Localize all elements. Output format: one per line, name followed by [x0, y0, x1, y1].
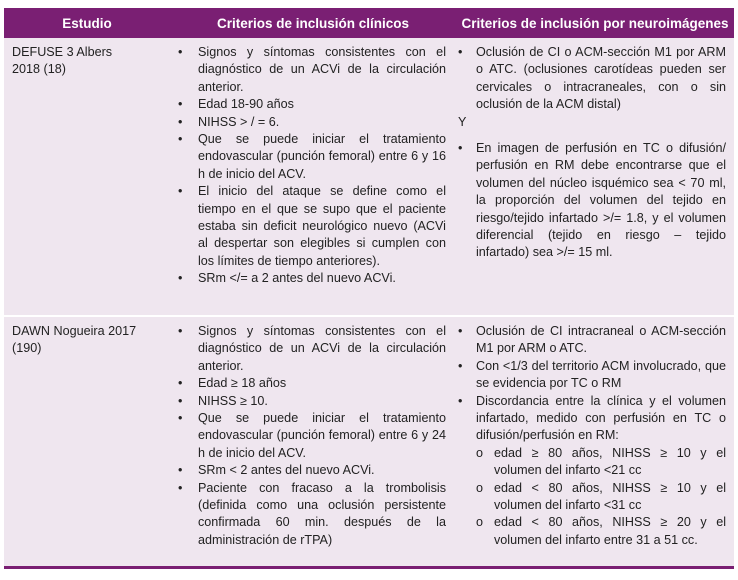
- clinical-criteria-cell: [170, 317, 456, 566]
- sub-list-item: o edad < 80 años, NIHSS ≥ 10 y el volumen del infarto <31 cc: [476, 480, 726, 513]
- list-item: • Que se puede iniciar el tratamiento endovascular (punción femoral) entre 6 y 24 h de inicio del ACV.: [178, 411, 446, 460]
- list-item: • Discordancia entre la clínica y el volumen infartado, medido con perfusión en TC o difusión/perfusión en RM:: [458, 393, 726, 443]
- list-item: • Que se puede iniciar el tratamiento endovascular (punción femoral) entre 6 y 16 h de inicio del ACV.: [178, 132, 446, 181]
- imaging-criteria-cell: [456, 317, 734, 566]
- sub-list-item: o edad ≥ 80 años, NIHSS ≥ 10 y el volumen del infarto <21 cc: [476, 445, 726, 478]
- study-reference: (190): [12, 341, 42, 356]
- bullet-icon: •: [178, 45, 183, 59]
- list-item: • En imagen de perfusión en TC o difusión/ perfusión en RM debe encontrarse que el volumen del núcleo isquémico sea < 70 ml, la proporción del volumen del tejido en riesgo/tejido infartado >/= 1.8, y el volumen diferencial (tejido en riesgo – tejido infartado) sea >/= 15 ml.: [458, 141, 726, 260]
- bullet-icon: •: [178, 411, 183, 426]
- list-item: • Signos y síntomas consistentes con el diagnóstico de un ACVi de la circulación anterior.: [178, 324, 446, 373]
- header-estudio: Estudio: [62, 15, 112, 31]
- list-item: • NIHSS ≥ 10.: [170, 393, 446, 410]
- study-cell: [4, 317, 170, 566]
- table-header: [4, 8, 734, 38]
- bullet-icon: •: [458, 358, 463, 373]
- bullet-icon: •: [458, 393, 463, 408]
- bullet-icon: •: [178, 393, 183, 408]
- study-name: DAWN Nogueira 2017: [12, 324, 137, 338]
- header-clinical-criteria: Criterios de inclusión clínicos: [216, 15, 410, 31]
- list-item: • SRm < 2 antes del nuevo ACVi.: [170, 462, 446, 479]
- bullet-icon: •: [178, 480, 183, 495]
- circle-bullet-icon: o: [476, 445, 484, 460]
- list-item: • Oclusión de CI intracraneal o ACM-sección M1 por ARM o ATC.: [458, 324, 726, 356]
- bullet-icon: •: [178, 97, 183, 112]
- circle-bullet-icon: o: [476, 480, 484, 495]
- table-row-dawn: [4, 317, 734, 569]
- list-item: • Oclusión de CI o ACM-sección M1 por ARM o ATC. (oclusiones carotídeas pueden ser cervicales o intracraneales, con o sin oclusión de la ACM distal): [458, 45, 726, 112]
- sub-list-item: o edad < 80 años, NIHSS ≥ 20 y el volumen del infarto entre 31 a 51 cc.: [476, 515, 726, 547]
- bullet-icon: •: [178, 463, 183, 478]
- circle-bullet-icon: o: [476, 515, 484, 530]
- imaging-criteria-cell: [456, 38, 734, 315]
- header-imaging-criteria: Criterios de inclusión por neuroimágenes: [461, 15, 729, 31]
- list-item: • Con <1/3 del territorio ACM involucrado, que se evidencia por TC o RM: [458, 358, 726, 391]
- list-item: • Edad 18-90 años: [170, 96, 446, 113]
- study-cell: [4, 38, 170, 315]
- bullet-icon: •: [458, 324, 463, 338]
- table-row-defuse3: [4, 38, 734, 317]
- bullet-icon: •: [178, 376, 183, 391]
- study-name: DEFUSE 3 Albers: [12, 45, 113, 59]
- criteria-connector: Y: [458, 114, 467, 129]
- list-item: • Edad ≥ 18 años: [170, 375, 446, 392]
- list-item: • NIHSS > / = 6.: [170, 114, 446, 131]
- list-item: • El inicio del ataque se define como el tiempo en el que se supo que el paciente estaba sin deficit neurológico nuevo (ACVi al despertar son elegibles si cumplen con los límites de tiempo anteriores).: [178, 184, 446, 268]
- list-item: • Signos y síntomas consistentes con el diagnóstico de un ACVi de la circulación anterior.: [178, 45, 446, 94]
- bullet-icon: •: [178, 114, 183, 129]
- bullet-icon: •: [178, 184, 183, 199]
- bullet-icon: •: [458, 45, 463, 59]
- bullet-icon: •: [178, 271, 183, 286]
- list-item: • Paciente con fracaso a la trombolisis (definida como una oclusión persistente confirmada 60 min. después de la administración de rTPA): [178, 480, 446, 547]
- bullet-icon: •: [178, 324, 183, 338]
- clinical-criteria-cell: [170, 38, 456, 315]
- bullet-icon: •: [178, 132, 183, 147]
- bullet-icon: •: [458, 141, 463, 156]
- list-item: • SRm </= a 2 antes del nuevo ACVi.: [170, 270, 446, 287]
- inclusion-criteria-table: [4, 8, 734, 569]
- study-reference: 2018 (18): [12, 62, 66, 77]
